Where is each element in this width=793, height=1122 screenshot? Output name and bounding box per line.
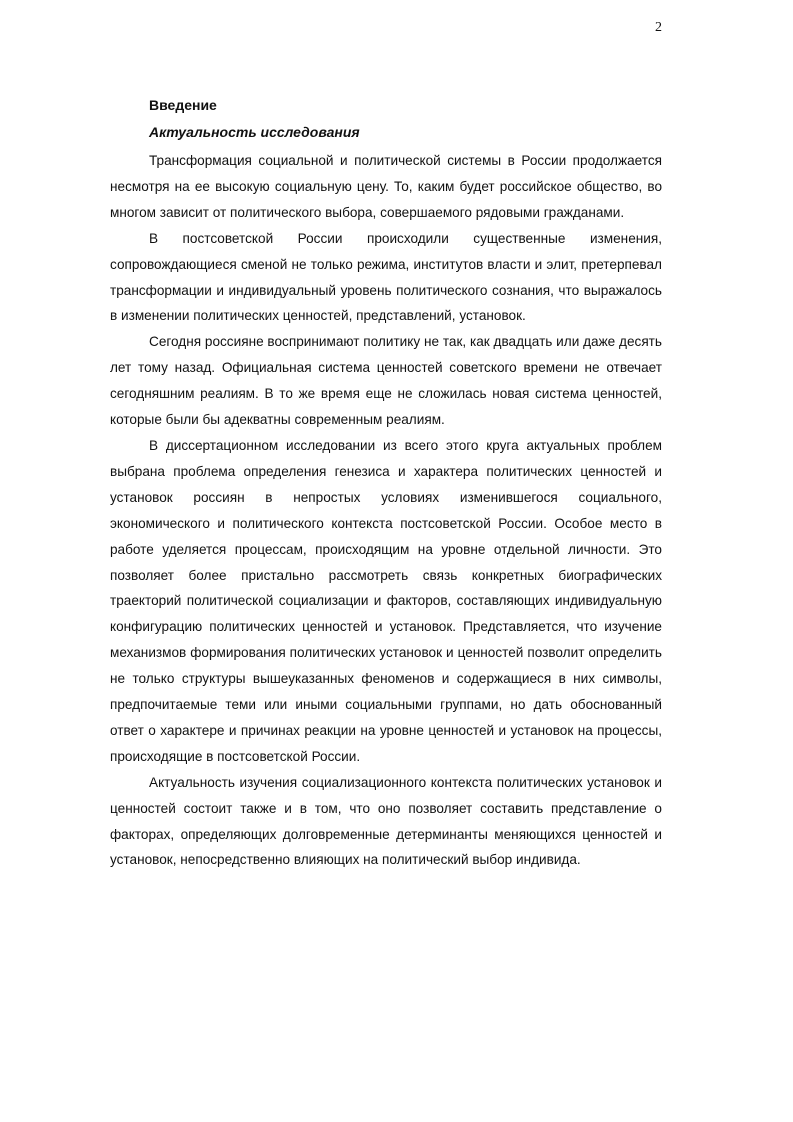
paragraph: Сегодня россияне воспринимают политику не так, как двадцать или даже десять лет тому назад. Официальная система ценностей советского времени не отвечает сегодняшним реалиям. В то же время еще не сложилась новая система ценностей, которые были бы адекватны современным реалиям. (110, 334, 662, 428)
document-body (110, 96, 662, 873)
page-number: 2 (655, 20, 662, 35)
section-heading: Введение (149, 97, 217, 113)
paragraph: Актуальность изучения социализационного контекста политических установок и ценностей состоит также и в том, что оно позволяет составить представление о факторах, определяющих долговременные детерминанты меняющихся ценностей и установок, непосредственно влияющих на политический выбор индивида. (110, 774, 662, 868)
section-subheading: Актуальность исследования (149, 124, 360, 140)
paragraph: В постсоветской России происходили существенные изменения, сопровождающиеся сменой не только режима, институтов власти и элит, претерпевал трансформации и индивидуальный уровень политического сознания, что выражалось в изменении политических ценностей, представлений, установок. (110, 230, 662, 324)
paragraph: Трансформация социальной и политической системы в России продолжается несмотря на ее высокую социальную цену. То, каким будет российское общество, во многом зависит от политического выбора, совершаемого рядовыми гражданами. (110, 153, 662, 220)
paragraph: В диссертационном исследовании из всего этого круга актуальных проблем выбрана проблема определения генезиса и характера политических ценностей и установок россиян в непростых условиях изменившегося социального, экономического и политического контекста постсоветской России. Особое место в работе уделяется процессам, происходящим на уровне отдельной личности. Это позволяет более пристально рассмотреть связь конкретных биографических траекторий политической социализации и факторов, составляющих индивидуальную конфигурацию политических ценностей и установок. Представляется, что изучение механизмов формирования политических установок и ценностей позволит определить не только структуры вышеуказанных феноменов и содержащиеся в них символы, предпочитаемые теми или иными социальными группами, но дать обоснованный ответ о характере и причинах реакции на уровне ценностей и установок на процессы, происходящие в постсоветской России. (110, 437, 662, 764)
